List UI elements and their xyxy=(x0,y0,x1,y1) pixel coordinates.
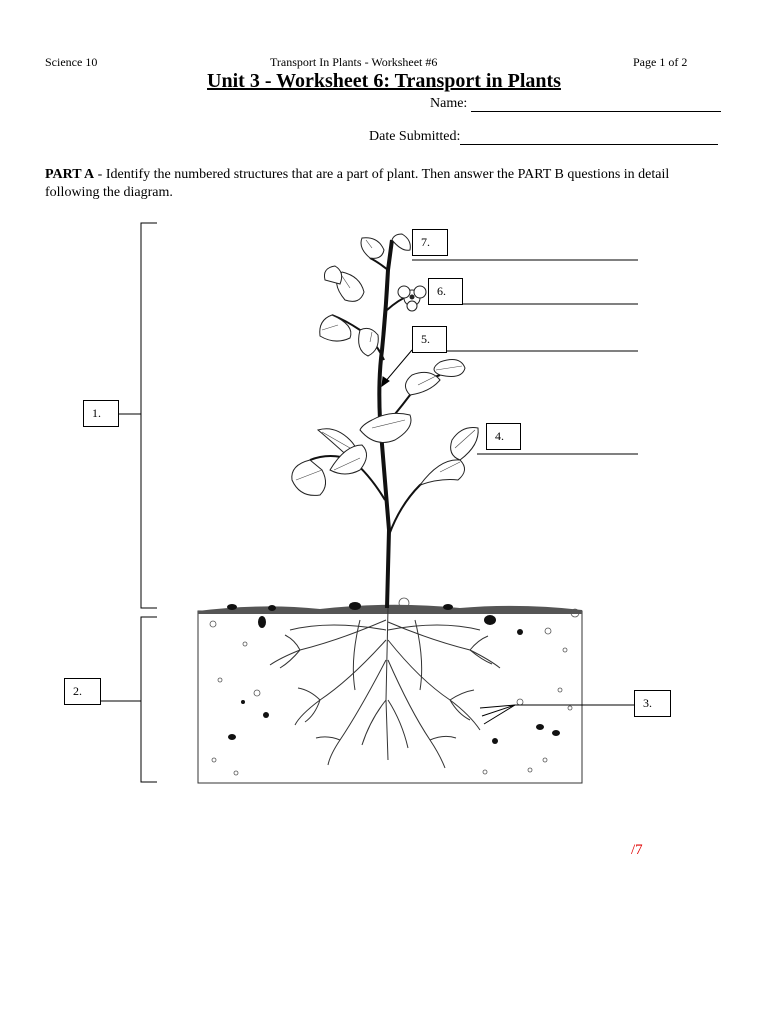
shoot-bracket xyxy=(119,223,157,608)
header-course: Science 10 xyxy=(45,55,98,69)
label-box-1[interactable]: 1. xyxy=(83,400,119,427)
score-total: /7 xyxy=(631,842,643,858)
page-title: Unit 3 - Worksheet 6: Transport in Plants xyxy=(207,70,561,92)
label-box-4[interactable]: 4. xyxy=(486,423,521,450)
part-a-text: - Identify the numbered structures that are a part of plant. Then answer the PART B questions in detail following the diagram. xyxy=(45,167,670,200)
soil-box xyxy=(198,611,582,783)
root-bracket xyxy=(101,617,157,782)
date-submitted-label: Date Submitted: xyxy=(369,129,461,144)
label-box-6[interactable]: 6. xyxy=(428,278,463,305)
name-label: Name: xyxy=(430,96,468,111)
header-worksheet-title: Transport In Plants - Worksheet #6 xyxy=(270,55,438,69)
root-system xyxy=(270,608,500,768)
label-box-7[interactable]: 7. xyxy=(412,229,448,256)
part-a-label: PART A xyxy=(45,167,95,182)
label-box-2[interactable]: 2. xyxy=(64,678,101,705)
header-page-number: Page 1 of 2 xyxy=(633,55,688,69)
label-box-5[interactable]: 5. xyxy=(412,326,447,353)
label-3-arrows xyxy=(480,705,634,724)
label-box-3[interactable]: 3. xyxy=(634,690,671,717)
